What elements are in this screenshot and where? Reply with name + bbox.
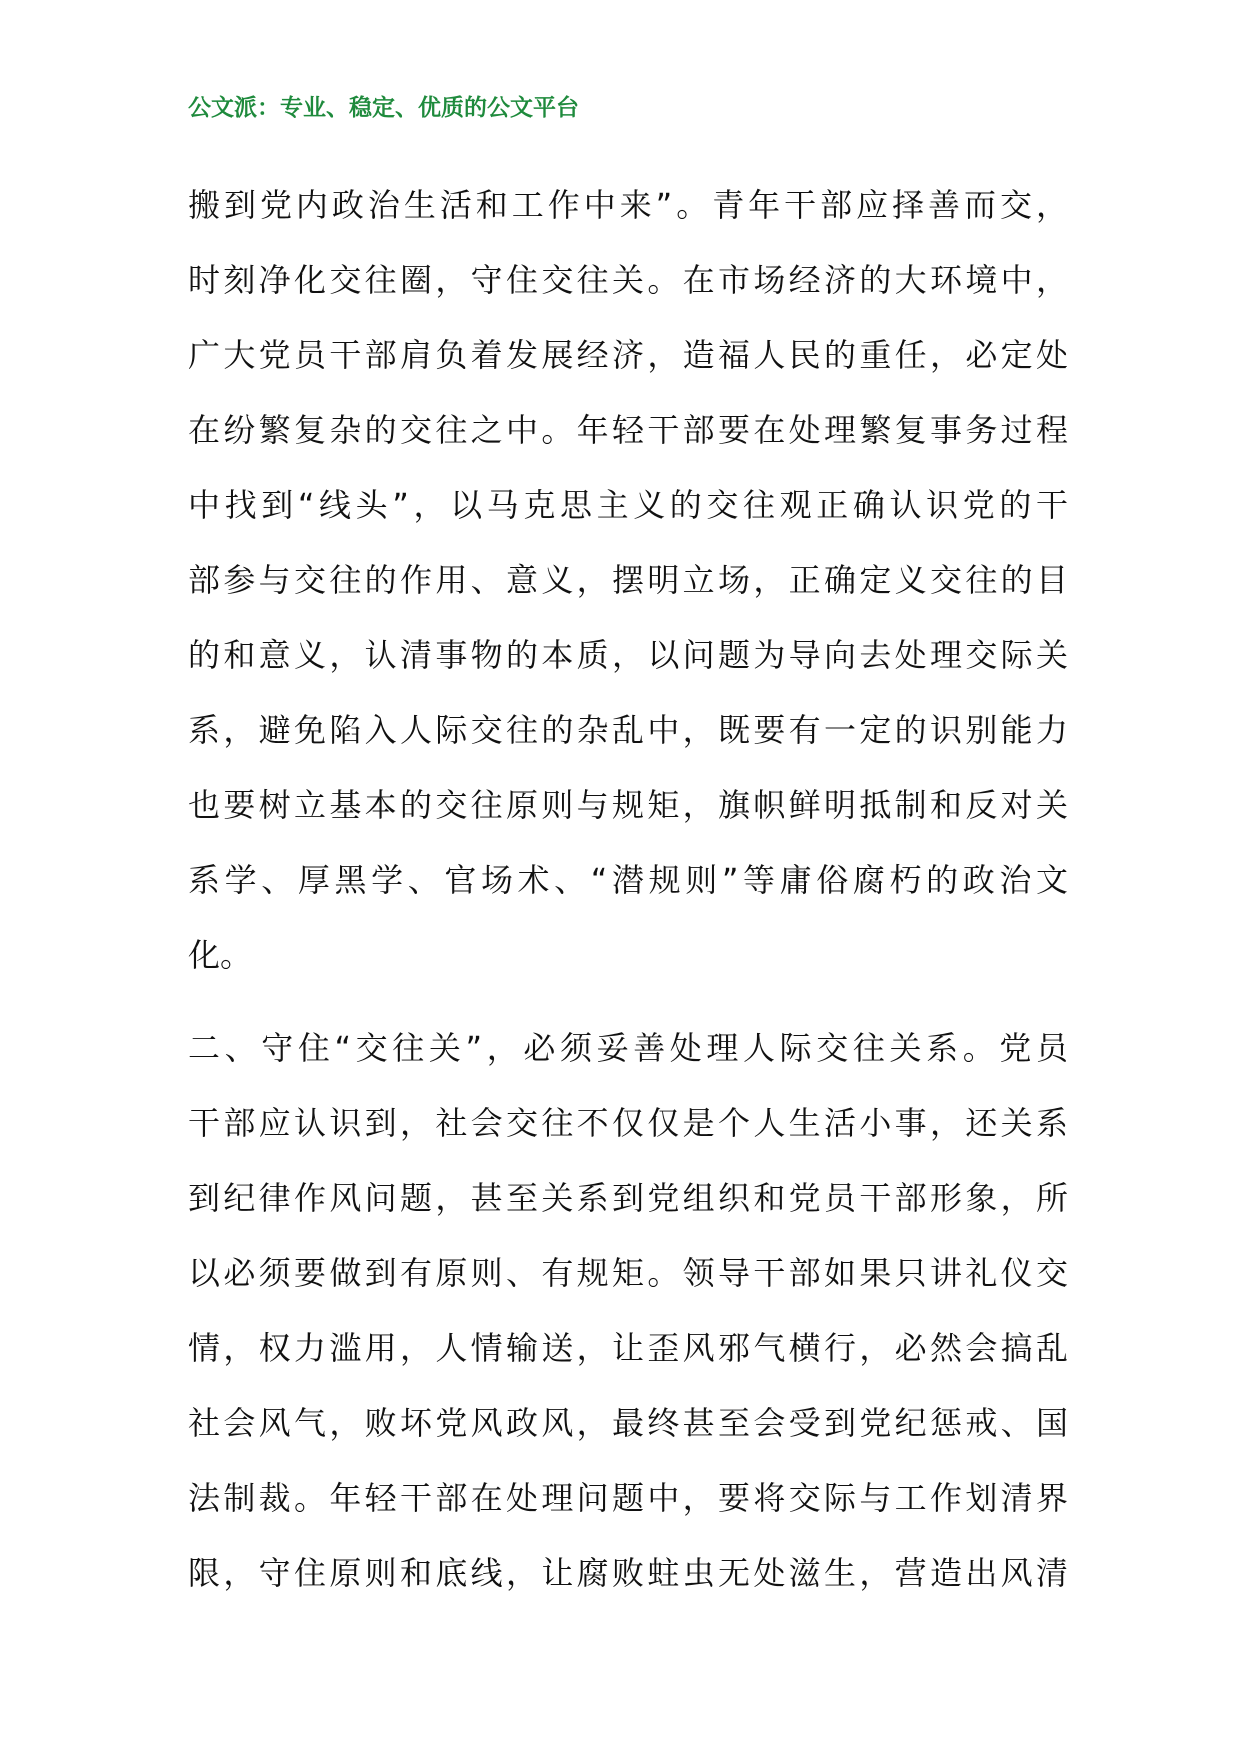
text-line: 以必须要做到有原则、有规矩。领导干部如果只讲礼仪交 — [188, 1254, 1068, 1292]
text-line: 也要树立基本的交往原则与规矩，旗帜鲜明抵制和反对关 — [188, 786, 1068, 824]
text-line: 的和意义，认清事物的本质，以问题为导向去处理交际关 — [188, 636, 1068, 674]
text-line: 系学、厚黑学、官场术、“潜规则”等庸俗腐朽的政治文 — [188, 861, 1068, 899]
text-line: 情，权力滥用，人情输送，让歪风邪气横行，必然会搞乱 — [188, 1329, 1068, 1367]
text-line: 时刻净化交往圈，守住交往关。在市场经济的大环境中， — [188, 261, 1068, 299]
page-header — [188, 88, 1068, 128]
text-line: 法制裁。年轻干部在处理问题中，要将交际与工作划清界 — [188, 1479, 1068, 1517]
header-title: 公文派：专业、稳定、优质的公文平台 — [188, 95, 579, 121]
text-line: 限，守住原则和底线，让腐败蛀虫无处滋生，营造出风清 — [188, 1554, 1068, 1592]
document-body — [188, 168, 1068, 1611]
text-line: 化。 — [188, 936, 253, 974]
paragraph-gap — [188, 993, 1068, 1011]
text-line: 中找到“线头”，以马克思主义的交往观正确认识党的干 — [188, 486, 1068, 524]
text-line: 搬到党内政治生活和工作中来”。青年干部应择善而交， — [188, 186, 1068, 224]
text-line: 部参与交往的作用、意义，摆明立场，正确定义交往的目 — [188, 561, 1068, 599]
text-line: 系，避免陷入人际交往的杂乱中，既要有一定的识别能力 — [188, 711, 1068, 749]
text-line: 干部应认识到，社会交往不仅仅是个人生活小事，还关系 — [188, 1104, 1068, 1142]
text-line: 广大党员干部肩负着发展经济，造福人民的重任，必定处 — [188, 336, 1068, 374]
paragraph — [188, 168, 1068, 993]
paragraph — [188, 1011, 1068, 1611]
text-line: 社会风气，败坏党风政风，最终甚至会受到党纪惩戒、国 — [188, 1404, 1068, 1442]
text-line: 到纪律作风问题，甚至关系到党组织和党员干部形象，所 — [188, 1179, 1068, 1217]
text-line: 二、守住“交往关”，必须妥善处理人际交往关系。党员 — [188, 1029, 1068, 1067]
text-line: 在纷繁复杂的交往之中。年轻干部要在处理繁复事务过程 — [188, 411, 1068, 449]
